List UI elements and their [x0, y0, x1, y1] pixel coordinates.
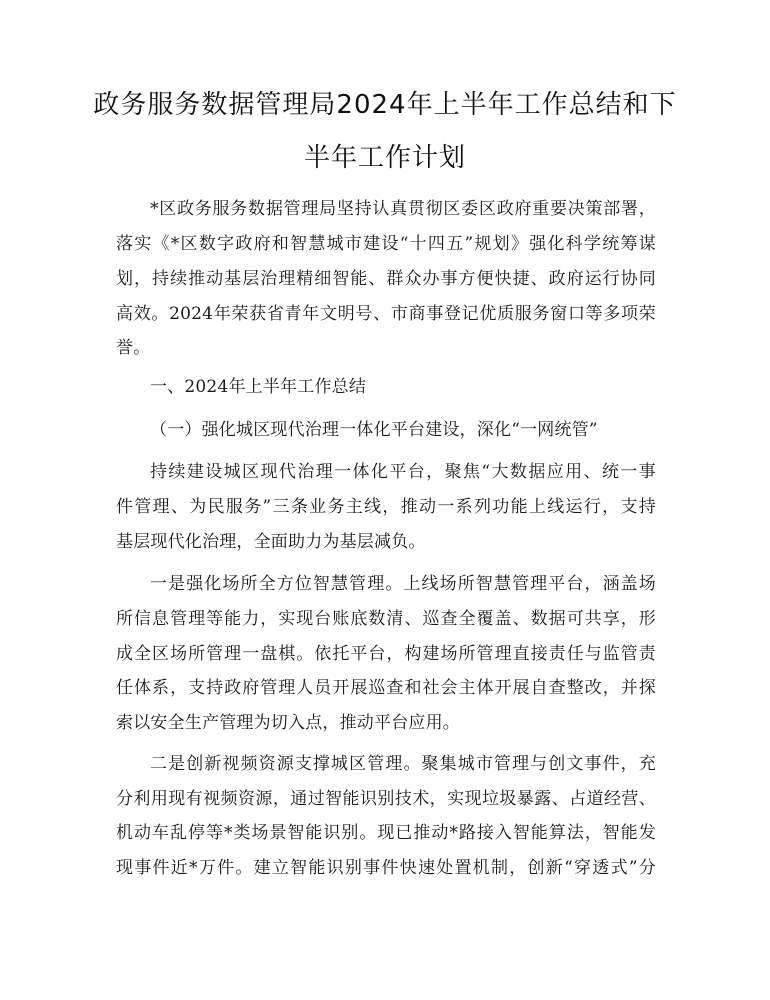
paragraph-1-line-5: 誉。: [116, 338, 151, 358]
paragraph-4-line-4: 现事件近*万件。建立智能识别事件快速处置机制，创新“穿透式”分: [116, 858, 656, 878]
paragraph-1-line-3: 划，持续推动基层治理精细智能、群众办事方便快捷、政府运行协同: [116, 269, 656, 289]
paragraph-3-line-4: 任体系，支持政府管理人员开展巡查和社会主体开展自查整改，并探: [116, 678, 656, 698]
paragraph-4-line-2: 分利用现有视频资源，通过智能识别技术，实现垃圾暴露、占道经营、: [116, 789, 656, 809]
paragraph-1-line-1: *区政务服务数据管理局坚持认真贯彻区委区政府重要决策部署，: [150, 199, 656, 219]
paragraph-2-line-3: 基层现代化治理，全面助力为基层减负。: [116, 532, 426, 552]
paragraph-3-line-1: 一是强化场所全方位智慧管理。上线场所智慧管理平台，涵盖场: [150, 574, 656, 594]
document-title-line-2: 半年工作计划: [303, 143, 466, 173]
paragraph-3-line-2: 所信息管理等能力，实现台账底数清、巡查全覆盖、数据可共享，形: [116, 609, 656, 629]
paragraph-1-line-2: 落实《*区数字政府和智慧城市建设“十四五”规划》强化科学统筹谋: [116, 234, 656, 254]
paragraph-2-line-2: 件管理、为民服务”三条业务主线，推动一系列功能上线运行，支持: [116, 497, 656, 517]
paragraph-3-line-3: 成全区场所管理一盘棋。依托平台，构建场所管理直接责任与监管责: [116, 644, 656, 664]
section-heading: 一、2024年上半年工作总结: [150, 377, 367, 397]
paragraph-3-line-5: 索以安全生产管理为切入点，推动平台应用。: [116, 713, 460, 733]
paragraph-4-line-1: 二是创新视频资源支撑城区管理。聚集城市管理与创文事件，充: [150, 754, 656, 774]
paragraph-4-line-3: 机动车乱停等*类场景智能识别。现已推动*路接入智能算法，智能发: [116, 823, 656, 843]
paragraph-2-line-1: 持续建设城区现代治理一体化平台，聚焦“大数据应用、统一事: [150, 462, 656, 482]
subsection-heading: （一）强化城区现代治理一体化平台建设，深化“一网统管”: [150, 420, 598, 440]
document-title-line-1: 政务服务数据管理局2024年上半年工作总结和下: [93, 90, 677, 120]
paragraph-1-line-4: 高效。2024年荣获省青年文明号、市商事登记优质服务窗口等多项荣: [116, 304, 656, 324]
